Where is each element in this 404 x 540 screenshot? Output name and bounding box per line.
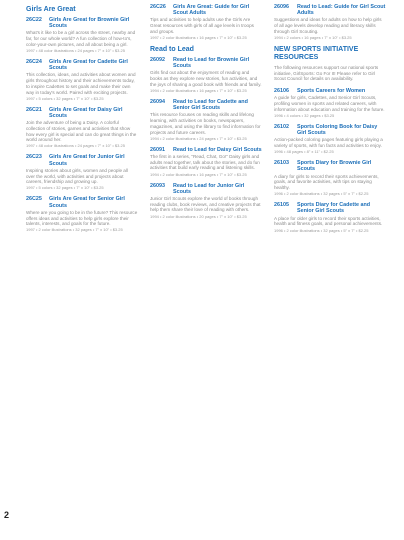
entry-title: Girls Are Great: Guide for Girl Scout Adults [173,4,250,17]
column-3 [274,4,386,239]
entry-description: The following resources support our national sports initiative, GirlSports: Go For It! Please refer to Girl Scout Council for details on availability. [274,65,379,82]
entry-description: Action-packed coloring pages featuring girls playing a variety of sports, with fun facts and activities to enjoy. [274,137,383,149]
catalog-entry [26,17,138,53]
entry-code: 26105 [274,202,289,209]
catalog-entry [150,4,262,40]
entry-specs: 1997 • 5 colors • 32 pages • 7" x 10" • $3.25 [26,95,104,101]
entry-code: 26C26 [150,4,166,10]
catalog-entry [150,99,262,141]
entry-title-row [274,124,386,136]
entry-title: Read to Lead for Cadette and Senior Girl Scouts [173,99,248,112]
entry-specs: 1997 • 48 color illustrations • 24 pages • 7" x 10" • $3.25 [26,48,125,54]
entry-title: Read to Lead for Daisy Girl Scouts [173,146,262,153]
entry-code: 26092 [150,57,165,64]
entry-specs: 1997 • 2 color illustrations • 32 pages • 7" x 10" • $3.25 [26,227,123,233]
entry-title-row [150,99,262,111]
entry-description: A guide for girls, Cadettes, and Senior Girl Scouts, profiling women in sports and related careers, with information about education and training for the future. [274,95,385,112]
entry-title: Girls Are Great for Senior Girl Scouts [49,196,125,209]
entry-title-row [26,107,138,119]
entry-specs: 1997 • 48 color illustrations • 24 pages • 7" x 10" • $3.25 [26,143,125,149]
entry-title: Sports Diary for Cadette and Senior Girl Scouts [297,202,371,215]
entry-title-row [274,4,386,16]
entry-title: Read to Lead for Junior Girl Scouts [173,182,245,195]
entry-specs: 1997 • 2 color illustrations • 16 pages • 7" x 10" • $3.25 [150,35,247,41]
entry-specs: 1994 • 2 color illustrations • 16 pages • 7" x 10" • $3.25 [150,171,247,177]
entry-description: Tips and activities to help adults use the Girls Are Great resources with girls of all age levels in troops and groups. [150,17,254,34]
entry-title: Girls Are Great for Cadette Girl Scouts [49,59,128,72]
entry-description: Girls find out about the enjoyment of reading and books as they explore new stories, fun activities, and the joys of sharing a good book with friends and family. [150,70,262,87]
catalog-entry [150,183,262,219]
catalog-entry [274,202,386,232]
catalog-entry [26,107,138,149]
entry-specs: 1994 • 2 color illustrations • 20 pages • 7" x 10" • $3.25 [150,213,247,219]
entry-specs: 1996 • 48 pages • 8" x 11" • $2.25 [274,149,334,155]
entry-code: 26091 [150,146,165,153]
catalog-entry [26,59,138,101]
entry-title-row [26,154,138,166]
entry-title-row [150,57,262,69]
section-heading: NEW SPORTS INITIATIVE RESOURCES [274,46,359,62]
entry-code: 26096 [274,4,289,10]
catalog-entry [274,160,386,196]
entry-title: Sports Coloring Book for Daisy Girl Scouts [297,123,378,137]
entry-code: 26103 [274,160,289,167]
entry-specs: 1994 • 2 colors • 16 pages • 7" x 10" • $3.25 [274,35,352,41]
entry-code: 26093 [150,182,165,189]
entry-title: Sports Diary for Brownie Girl Scouts [297,160,372,173]
catalog-entry [26,196,138,232]
catalog-entry [274,4,386,40]
entry-title-row [26,17,138,29]
entry-title-row [274,160,386,172]
entry-specs: 1996 • 2 color illustrations • 32 pages • 5" x 7" • $2.25 [274,191,369,197]
entry-code: 26094 [150,99,165,106]
entry-title-row [150,147,262,153]
entry-code: 26106 [274,88,289,95]
catalog-page [26,4,390,514]
entry-title-row [274,202,386,214]
entry-code: 26C21 [26,106,42,113]
section-heading: Read to Lead [150,46,194,54]
entry-description: Where are you going to be in the future? This resource offers ideas and activities to help girls explore their talents, interests, and goals for the future. [26,209,138,227]
column-2 [150,4,262,225]
entry-title: Girls Are Great for Daisy Girl Scouts [49,106,123,119]
entry-description: The first in a series, "Read, Chat, Go!" Daisy girls and adults read together, talk about the stories, and do fun activities that build early reading and listening skills. [150,153,260,171]
entry-description: Join the adventure of being a Daisy. A colorful collection of stories, games and activities that show how every girl is special and can do great things in the world around her. [26,120,137,143]
entry-description: A place for older girls to record their sports activities, health and fitness goals, and personal achievements. [274,215,383,227]
entry-specs: 1996 • 4 colors • 32 pages • $3.25 [274,112,335,118]
entry-description: This resource focuses on reading skills and lifelong learning, with activities on books, newspapers, magazines, and using the library to find information for projects and future careers. [150,112,261,135]
entry-title-row [274,88,386,94]
catalog-entry [150,57,262,93]
entry-specs: 1997 • 5 colors • 32 pages • 7" x 10" • $3.25 [26,185,104,191]
entry-title: Girls Are Great for Junior Girl Scouts [49,154,125,167]
entry-title-row [26,196,138,208]
entry-code: 26C22 [26,17,42,23]
entry-title: Sports Careers for Women [297,88,366,95]
entry-description: Junior Girl Scouts explore the world of books through reading clubs, book reviews, and creative projects that help them share their love of reading with others. [150,195,261,213]
catalog-entry [274,124,386,154]
entry-title-row [26,59,138,71]
entry-code: 26C23 [26,154,42,161]
entry-title: Girls Are Great for Brownie Girl Scouts [49,17,130,30]
entry-title: Read to Lead for Brownie Girl Scouts [173,57,250,70]
catalog-entry [274,88,386,118]
entry-description: A diary for girls to record their sports achievements, goals, and favorite activities, with tips on staying healthy. [274,173,379,191]
entry-title-row [150,4,262,16]
page-number: 2 [4,510,10,520]
entry-specs: 1994 • 2 color illustrations • 16 pages • 7" x 10" • $3.25 [150,88,247,94]
entry-code: 26102 [274,123,289,130]
entry-code: 26C25 [26,196,42,203]
column-1 [26,4,138,238]
entry-code: 26C24 [26,59,42,66]
catalog-entry [26,154,138,190]
catalog-entry [274,65,386,82]
catalog-entry [150,147,262,177]
entry-title: Read to Lead: Guide for Girl Scout Adults [297,4,386,17]
entry-description: What's it like to be a girl across the street, nearby and far, for our whole world? A fun collection of how-to's, color-your-own pictures, and all about being a girl. [26,30,136,47]
entry-description: Suggestions and ideas for adults on how to help girls of all age levels develop reading and literacy skills through Girl Scouting. [274,17,382,34]
entry-title-row [150,183,262,195]
entry-specs: 1994 • 2 color illustrations • 24 pages • 7" x 10" • $3.25 [150,135,247,141]
entry-description: This collection, ideas, and activities about women and girls throughout history and their achievements today, to inspire Cadettes to set goals and make their own way in today's world. Paired with exciting projects. [26,72,136,95]
section-heading: Girls Are Great [26,6,76,13]
entry-description: Inspiring stories about girls, women and people all over the world, with activities and projects about careers, friendship and growing up. [26,167,128,185]
entry-specs: 1996 • 2 color illustrations • 32 pages • 5" x 7" • $2.25 [274,227,369,233]
